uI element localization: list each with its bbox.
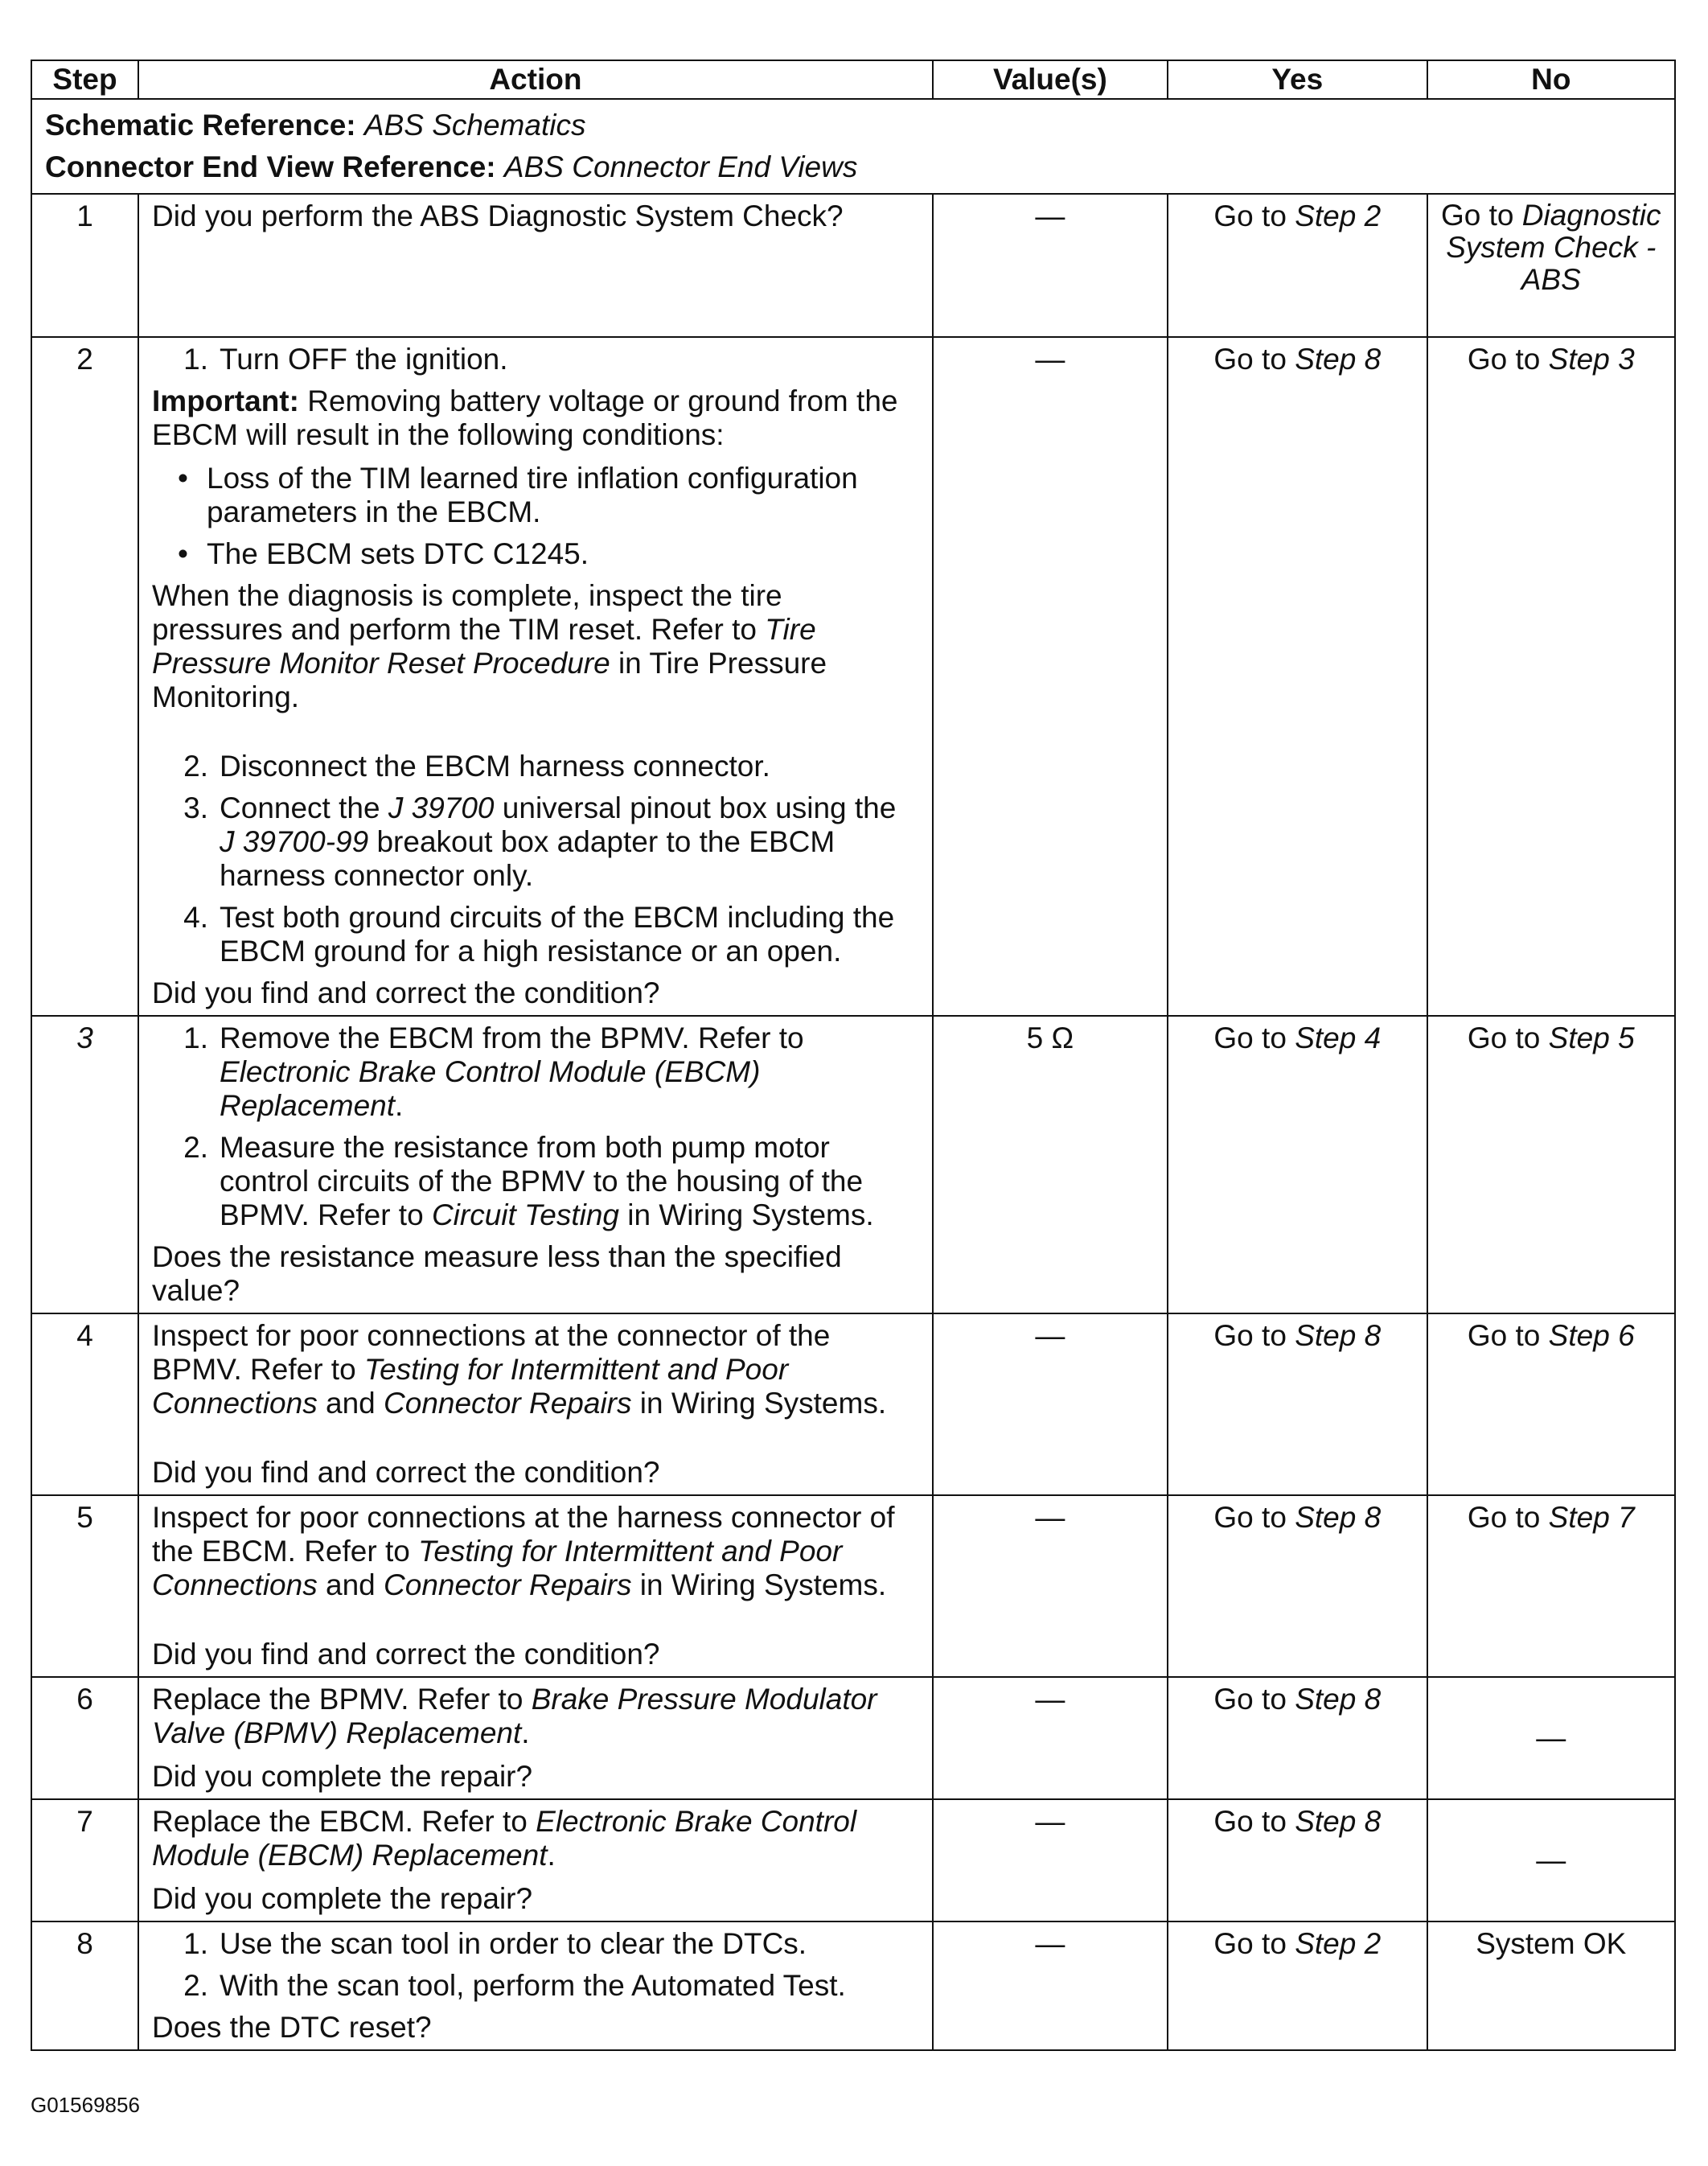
header-yes: Yes [1168,60,1427,99]
yes-step-link[interactable]: Step 8 [1295,1805,1382,1838]
procedure-list [152,750,919,968]
no-cell: Go to Step 3 [1427,337,1675,1016]
go-to-label: Go to [1441,199,1514,232]
yes-cell: Go to Step 2 [1168,1921,1427,2050]
no-cell [1427,194,1675,337]
reference-link[interactable]: Connector Repairs [384,1568,632,1601]
step-number: 4 [31,1313,138,1495]
value-cell: 5 Ω [933,1016,1168,1313]
action-text: Replace the EBCM. Refer to Electronic Brake Control Module (EBCM) Replacement. [152,1805,857,1872]
value-cell: — [933,1921,1168,2050]
reference-link[interactable]: Testing for Intermittent and Poor Connections [152,1353,789,1420]
list-item: • The EBCM sets DTC C1245. [178,537,589,570]
header-step: Step [31,60,138,99]
tool-reference: J 39700 [388,791,495,824]
list-item: 2. With the scan tool, perform the Automated Test. [183,1969,846,2002]
question-text: Did you complete the repair? [152,1882,533,1915]
connector-reference-link[interactable]: ABS Connector End Views [503,150,858,183]
value-cell: — [933,194,1168,337]
go-to-label: Go to [1213,199,1287,232]
important-note: Important: Removing battery voltage or ground from the EBCM will result in the following conditions: [152,384,898,451]
yes-cell: Go to Step 8 [1168,1677,1427,1799]
step-number: 5 [31,1495,138,1677]
question-text: Did you find and correct the condition? [152,1638,660,1671]
header-action: Action [138,60,933,99]
question-text: Did you find and correct the condition? [152,1456,660,1489]
action-cell [138,194,933,337]
procedure-list [152,343,919,376]
procedure-list [152,1927,919,2003]
procedure-list [152,1021,919,1232]
reset-note: When the diagnosis is complete, inspect the tire pressures and perform the TIM reset. Refer to Tire Pressure Monitor Reset Procedure in Tire Pressure Monitoring. [152,579,827,713]
no-step-link[interactable]: Diagnostic System Check - ABS [1446,199,1661,296]
reference-link[interactable]: Connector Repairs [384,1387,632,1420]
action-cell [138,1799,933,1921]
header-row [31,60,1675,99]
no-cell: — [1427,1799,1675,1921]
table-row-step-8 [31,1921,1675,2050]
schematic-reference-link[interactable]: ABS Schematics [363,109,586,142]
yes-step-link[interactable]: Step 4 [1295,1021,1382,1054]
yes-cell: Go to Step 4 [1168,1016,1427,1313]
no-step-link[interactable]: Step 3 [1548,343,1635,376]
question-text: Does the resistance measure less than the specified value? [152,1240,842,1307]
list-item: 2. Measure the resistance from both pump motor control circuits of the BPMV to the housing of the BPMV. Refer to Circuit Testing in Wiring Systems. [183,1131,874,1231]
step-number: 6 [31,1677,138,1799]
table-row-step-6 [31,1677,1675,1799]
yes-cell: Go to Step 8 [1168,1495,1427,1677]
reference-link[interactable]: Testing for Intermittent and Poor Connections [152,1535,843,1601]
tool-reference: J 39700-99 [220,825,369,858]
reference-link[interactable]: Tire Pressure Monitor Reset Procedure [152,613,816,680]
no-step-link[interactable]: Step 7 [1548,1501,1635,1534]
list-item: 1. Use the scan tool in order to clear the DTCs. [183,1927,807,1960]
reference-cell [31,99,1675,194]
reference-link[interactable]: Circuit Testing [431,1198,620,1231]
reference-link[interactable]: Electronic Brake Control Module (EBCM) Replacement [152,1805,857,1872]
list-item: • Loss of the TIM learned tire inflation configuration parameters in the EBCM. [178,462,858,528]
step-number: 1 [31,194,138,337]
yes-step-link[interactable]: Step 2 [1295,199,1382,232]
action-cell [138,1677,933,1799]
value-cell: — [933,1495,1168,1677]
header-values: Value(s) [933,60,1168,99]
yes-step-link[interactable]: Step 8 [1295,343,1382,376]
table-row-step-3 [31,1016,1675,1313]
action-cell [138,337,933,1016]
action-cell [138,1016,933,1313]
connector-reference-label: Connector End View Reference: [45,150,496,183]
step-number: 8 [31,1921,138,2050]
action-text: Replace the BPMV. Refer to Brake Pressure Modulator Valve (BPMV) Replacement. [152,1683,877,1749]
yes-cell [1168,194,1427,337]
table-row-step-1 [31,194,1675,337]
no-step-link[interactable]: Step 6 [1548,1319,1635,1352]
list-item: 1. Turn OFF the ignition. [183,343,508,376]
yes-step-link[interactable]: Step 2 [1295,1927,1382,1960]
list-item: 3. Connect the J 39700 universal pinout box using the J 39700-99 breakout box adapter to the EBCM harness connector only. [183,791,897,892]
schematic-reference [45,105,1661,146]
table-row-step-4 [31,1313,1675,1495]
header-no: No [1427,60,1675,99]
question-text: Does the DTC reset? [152,2011,432,2044]
important-label: Important: [152,384,299,417]
no-cell: System OK [1427,1921,1675,2050]
conditions-list [152,462,919,571]
yes-step-link[interactable]: Step 8 [1295,1501,1382,1534]
schematic-reference-label: Schematic Reference: [45,109,356,142]
value-cell: — [933,1677,1168,1799]
no-cell: Go to Step 7 [1427,1495,1675,1677]
yes-cell: Go to Step 8 [1168,337,1427,1016]
table-row-step-2 [31,337,1675,1016]
yes-cell: Go to Step 8 [1168,1313,1427,1495]
reference-row [31,99,1675,194]
yes-step-link[interactable]: Step 8 [1295,1683,1382,1716]
no-cell: Go to Step 6 [1427,1313,1675,1495]
list-item: 2. Disconnect the EBCM harness connector. [183,750,770,783]
action-text: Inspect for poor connections at the harness connector of the EBCM. Refer to Testing for Intermittent and Poor Connections and Connector Repairs in Wiring Systems. [152,1501,895,1601]
table-row-step-5 [31,1495,1675,1677]
no-cell: — [1427,1677,1675,1799]
step-number: 7 [31,1799,138,1921]
yes-cell: Go to Step 8 [1168,1799,1427,1921]
reference-link[interactable]: Brake Pressure Modulator Valve (BPMV) Replacement [152,1683,877,1749]
question-text: Did you complete the repair? [152,1760,533,1793]
value-cell: — [933,1799,1168,1921]
action-text: Inspect for poor connections at the connector of the BPMV. Refer to Testing for Intermittent and Poor Connections and Connector Repairs in Wiring Systems. [152,1319,887,1420]
table-row-step-7 [31,1799,1675,1921]
action-cell [138,1495,933,1677]
list-item: 1. Remove the EBCM from the BPMV. Refer to Electronic Brake Control Module (EBCM) Replacement. [183,1021,804,1122]
list-item: 4. Test both ground circuits of the EBCM including the EBCM ground for a high resistance or an open. [183,901,895,968]
question-text: Did you find and correct the condition? [152,976,660,1009]
figure-id: G01569856 [31,2093,140,2117]
diagnostic-table [31,60,1676,2051]
action-cell [138,1313,933,1495]
reference-link[interactable]: Electronic Brake Control Module (EBCM) Replacement [220,1055,761,1122]
value-cell: — [933,1313,1168,1495]
value-cell: — [933,337,1168,1016]
yes-step-link[interactable]: Step 8 [1295,1319,1382,1352]
connector-reference [45,146,1661,188]
step-number: 3 [31,1016,138,1313]
no-cell: Go to Step 5 [1427,1016,1675,1313]
no-step-link[interactable]: Step 5 [1548,1021,1635,1054]
step-number: 2 [31,337,138,1016]
action-cell [138,1921,933,2050]
action-text: Did you perform the ABS Diagnostic System Check? [152,199,844,232]
